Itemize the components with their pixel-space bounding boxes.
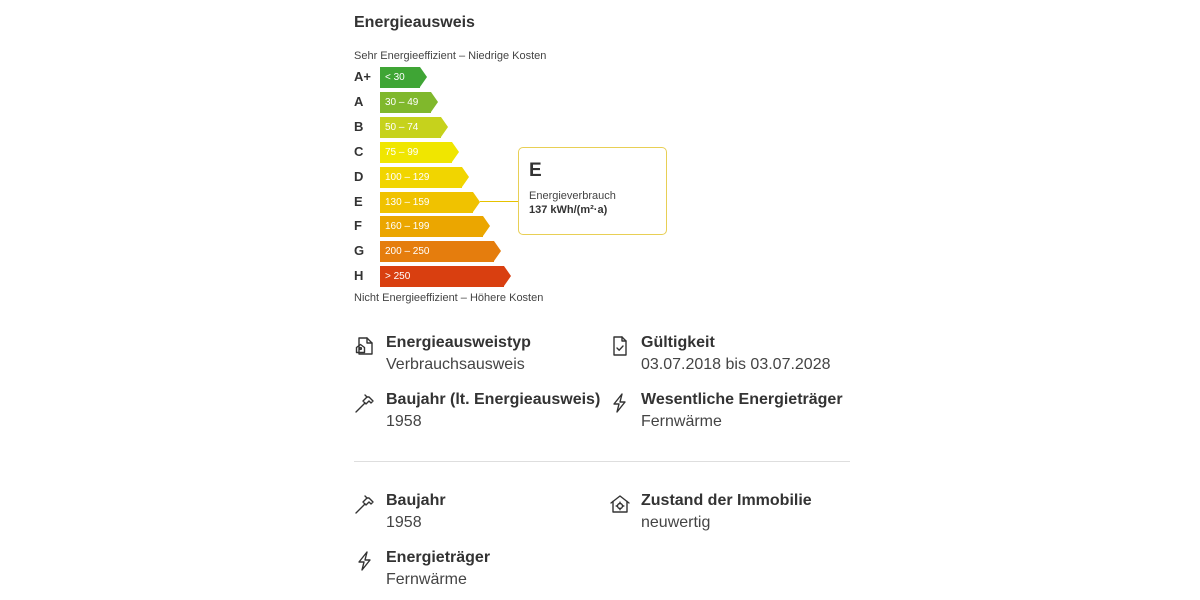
house-gear-icon — [609, 493, 631, 515]
energy-class-row — [354, 66, 654, 88]
energy-class-bar: < 30 — [380, 67, 420, 88]
energy-class-bar: 50 – 74 — [380, 117, 441, 138]
info-value: neuwertig — [641, 514, 711, 531]
info-value: Fernwärme — [386, 571, 467, 588]
rating-value: 137 kWh/(m²·a) — [529, 204, 608, 216]
energy-class-letter: C — [354, 143, 364, 159]
info-baujahr — [354, 493, 604, 537]
info-baujahr-ausweis — [354, 392, 604, 436]
energy-class-letter: A — [354, 93, 364, 109]
energy-certificate-section — [354, 0, 854, 600]
info-ausweistyp — [354, 335, 604, 379]
scale-top-label: Sehr Energieeffizient – Niedrige Kosten — [354, 50, 547, 62]
energy-class-letter: H — [354, 268, 364, 284]
energy-class-letter: E — [354, 193, 363, 209]
energy-class-row — [354, 240, 654, 262]
energy-class-bar: > 250 — [380, 266, 504, 287]
hammer-icon — [354, 493, 376, 515]
energy-class-letter: B — [354, 118, 364, 134]
energy-class-bar: 100 – 129 — [380, 167, 462, 188]
rating-connector-line — [480, 201, 518, 202]
rating-class: E — [529, 160, 542, 181]
energy-class-letter: G — [354, 243, 365, 259]
section-divider — [354, 461, 850, 462]
energy-class-letter: A+ — [354, 69, 371, 84]
hammer-icon — [354, 392, 376, 414]
energy-class-letter: F — [354, 218, 362, 234]
info-label: Wesentliche Energieträger — [641, 391, 843, 408]
info-label: Energieausweistyp — [386, 334, 531, 351]
section-title: Energieausweis — [354, 14, 475, 31]
info-label: Baujahr (lt. Energieausweis) — [386, 391, 601, 408]
document-tag-icon — [354, 335, 376, 357]
info-value: 1958 — [386, 413, 422, 430]
rating-callout — [518, 147, 667, 235]
info-label: Baujahr — [386, 492, 446, 509]
info-label: Zustand der Immobilie — [641, 492, 812, 509]
info-label: Energieträger — [386, 549, 491, 566]
document-check-icon — [609, 335, 631, 357]
energy-class-bar: 200 – 250 — [380, 241, 494, 262]
info-label: Gültigkeit — [641, 334, 715, 351]
info-value: 03.07.2018 bis 03.07.2028 — [641, 356, 831, 373]
scale-bottom-label: Nicht Energieeffizient – Höhere Kosten — [354, 292, 544, 304]
energy-class-bar: 30 – 49 — [380, 92, 431, 113]
info-value: Verbrauchsausweis — [386, 356, 525, 373]
info-energietraeger-wesentlich — [609, 392, 849, 436]
lightning-icon — [354, 550, 376, 572]
info-value: 1958 — [386, 514, 422, 531]
energy-class-letter: D — [354, 168, 364, 184]
rating-label: Energieverbrauch — [529, 190, 616, 202]
info-value: Fernwärme — [641, 413, 722, 430]
energy-class-bar: 130 – 159 — [380, 192, 473, 213]
energy-class-row — [354, 116, 654, 138]
energy-class-row — [354, 265, 654, 287]
energy-class-row — [354, 91, 654, 113]
energy-class-bar: 160 – 199 — [380, 216, 483, 237]
lightning-icon — [609, 392, 631, 414]
info-energietraeger — [354, 550, 604, 594]
energy-class-bar: 75 – 99 — [380, 142, 452, 163]
info-gueltigkeit — [609, 335, 849, 379]
info-zustand — [609, 493, 849, 537]
